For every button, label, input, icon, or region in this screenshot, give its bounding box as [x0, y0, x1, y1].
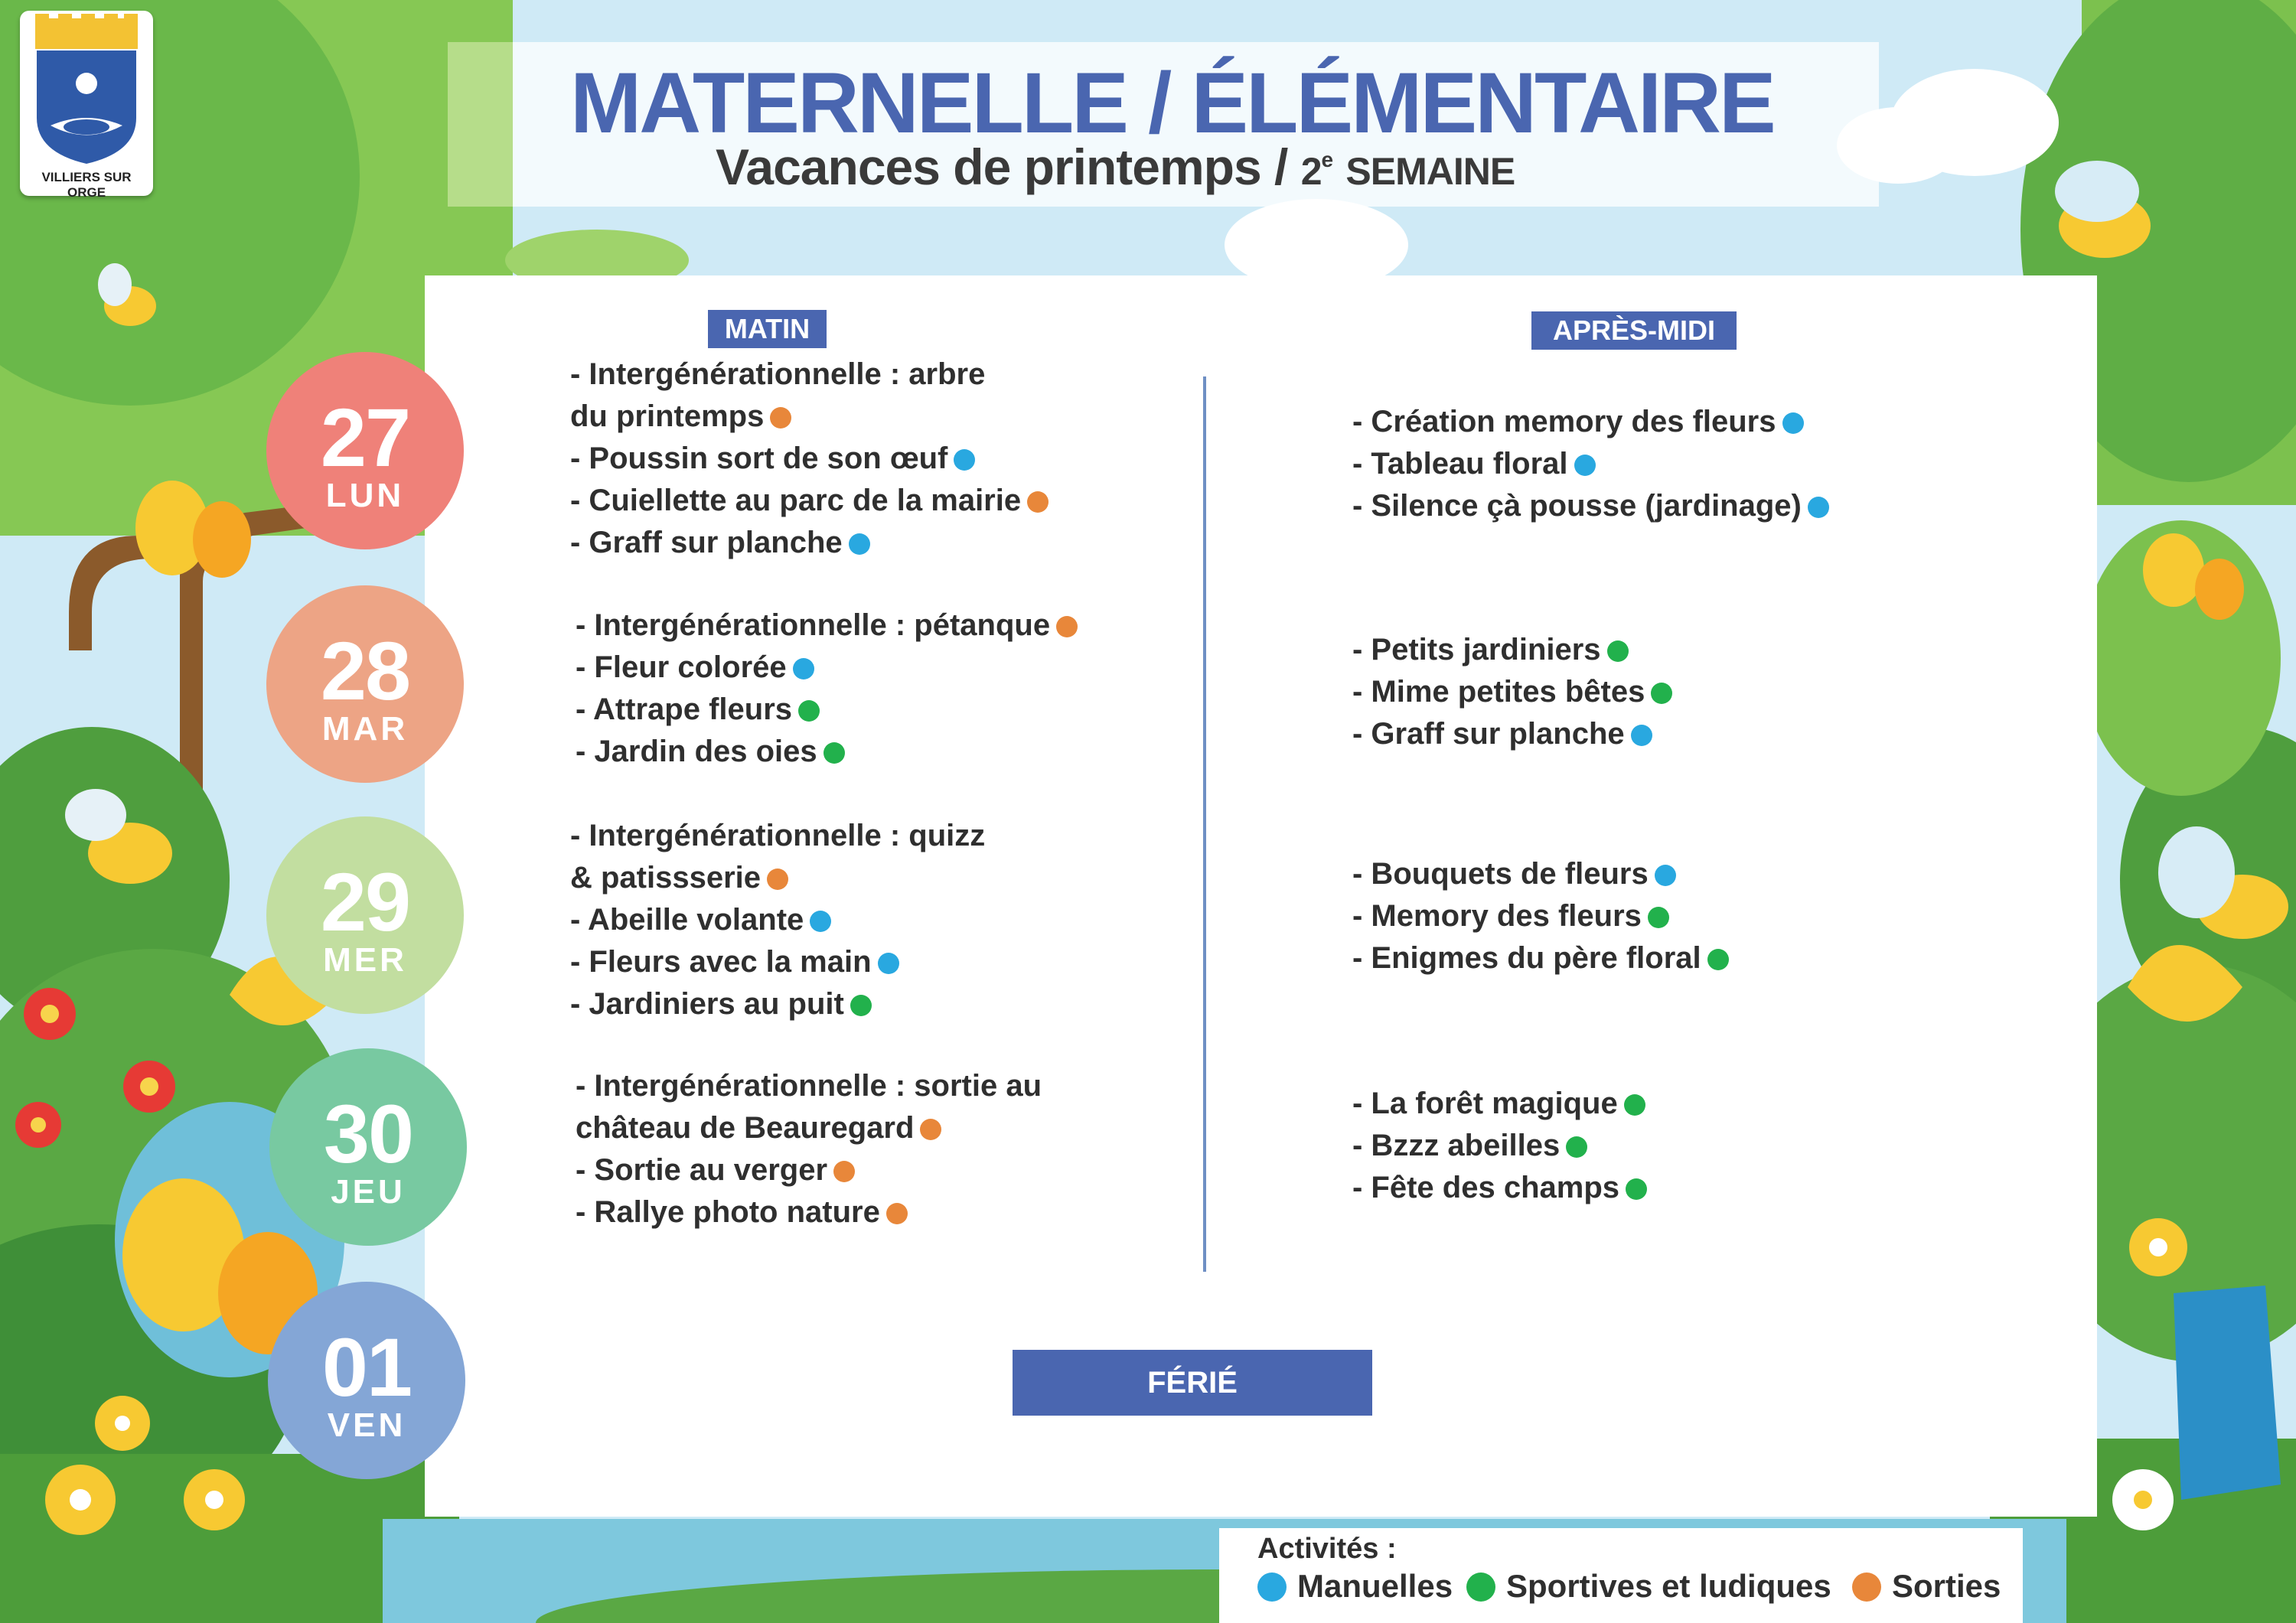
activity-item: - Memory des fleurs: [1352, 898, 1669, 934]
outing-dot-icon: [1852, 1572, 1881, 1602]
outing-dot-icon: [833, 1161, 855, 1182]
day-circle-01: [268, 1282, 465, 1479]
manual-dot-icon: [954, 449, 975, 471]
outing-dot-icon: [886, 1203, 908, 1224]
subtitle-week-num: 2: [1300, 150, 1322, 193]
manual-dot-icon: [793, 658, 814, 680]
activity-item: - Création memory des fleurs: [1352, 403, 1804, 440]
legend-title: Activités :: [1257, 1533, 1397, 1565]
activity-item: - Jardin des oies: [576, 733, 845, 770]
sport-dot-icon: [1648, 907, 1669, 928]
column-divider: [1203, 376, 1206, 1272]
activity-item: - Poussin sort de son œuf: [570, 440, 975, 477]
day-number: 30: [323, 1087, 413, 1180]
sport-dot-icon: [823, 742, 845, 764]
activity-item: & patissserie: [570, 859, 788, 896]
day-circle-28: [266, 585, 464, 783]
subtitle-week-sup: e: [1321, 148, 1333, 171]
outing-dot-icon: [767, 869, 788, 890]
morning-header: MATIN: [708, 310, 827, 348]
activity-item: - Fête des champs: [1352, 1169, 1647, 1206]
sport-dot-icon: [1566, 1136, 1587, 1158]
activity-item: - Enigmes du père floral: [1352, 940, 1729, 976]
manual-dot-icon: [810, 911, 831, 932]
legend-manual: Manuelles: [1257, 1568, 1453, 1605]
activity-item: - Jardiniers au puit: [570, 986, 872, 1022]
activity-item: - Mime petites bêtes: [1352, 673, 1672, 710]
day-name: LUN: [325, 477, 405, 514]
activity-item: - Intergénérationnelle : quizz: [570, 819, 986, 852]
activity-item: - Graff sur planche: [570, 524, 870, 561]
day-circle-27: [266, 352, 464, 549]
subtitle-week: SEMAINE: [1345, 150, 1515, 193]
sport-dot-icon: [1466, 1572, 1495, 1602]
activity-item: - Attrape fleurs: [576, 691, 820, 728]
day-number: 29: [320, 855, 410, 948]
sport-dot-icon: [1626, 1178, 1647, 1200]
manual-dot-icon: [1655, 865, 1676, 886]
sport-dot-icon: [850, 995, 872, 1016]
legend-sport: Sportives et ludiques: [1466, 1568, 1831, 1605]
manual-dot-icon: [1808, 497, 1829, 518]
day-circle-29: [266, 816, 464, 1014]
day-name: JEU: [331, 1173, 406, 1211]
activity-item: - Fleur colorée: [576, 649, 814, 686]
activity-item: - Graff sur planche: [1352, 715, 1652, 752]
manual-dot-icon: [1574, 455, 1596, 476]
ferie-badge: FÉRIÉ: [1013, 1350, 1372, 1416]
town-name: VILLIERS SUR ORGE: [41, 170, 132, 200]
manual-dot-icon: [849, 533, 870, 555]
activity-item: - Silence çà pousse (jardinage): [1352, 487, 1829, 524]
sport-dot-icon: [1651, 683, 1672, 704]
activity-item: du printemps: [570, 398, 791, 435]
sport-dot-icon: [1624, 1094, 1645, 1116]
day-circle-30: [269, 1048, 467, 1246]
sport-dot-icon: [798, 700, 820, 722]
legend-outing: Sorties: [1852, 1568, 2001, 1605]
sport-dot-icon: [1607, 640, 1629, 662]
activity-item: - Cuiellette au parc de la mairie: [570, 482, 1049, 519]
activity-item: - Bzzz abeilles: [1352, 1127, 1587, 1164]
activity-item: - Petits jardiniers: [1352, 631, 1629, 668]
activity-item: - Rallye photo nature: [576, 1194, 908, 1230]
manual-dot-icon: [1631, 725, 1652, 746]
activity-item: - Bouquets de fleurs: [1352, 855, 1676, 892]
subtitle-main: Vacances de printemps /: [716, 139, 1288, 195]
day-name: MAR: [321, 710, 409, 748]
activity-item: - Fleurs avec la main: [570, 943, 899, 980]
day-name: MER: [323, 941, 407, 979]
day-number: 28: [320, 624, 410, 717]
day-number: 27: [320, 391, 410, 484]
afternoon-header: APRÈS-MIDI: [1531, 311, 1737, 350]
outing-dot-icon: [770, 407, 791, 429]
activity-item: - Sortie au verger: [576, 1152, 855, 1188]
activity-item: - Intergénérationnelle : sortie au: [576, 1069, 1042, 1103]
page-title: MATERNELLE / ÉLÉMENTAIRE: [570, 55, 1774, 151]
day-number: 01: [321, 1321, 412, 1413]
outing-dot-icon: [1056, 616, 1078, 637]
activity-item: - Tableau floral: [1352, 445, 1596, 482]
sport-dot-icon: [1707, 949, 1729, 970]
activity-item: - Intergénérationnelle : pétanque: [576, 607, 1078, 644]
page-subtitle: [716, 138, 1515, 196]
activity-item: château de Beauregard: [576, 1110, 941, 1146]
town-logo: [20, 11, 153, 200]
activity-item: - Abeille volante: [570, 901, 831, 938]
manual-dot-icon: [1257, 1572, 1287, 1602]
town-crest-icon: [20, 11, 153, 196]
activity-item: - Intergénérationnelle : arbre: [570, 357, 986, 391]
outing-dot-icon: [920, 1119, 941, 1140]
watering-can: [2174, 1286, 2281, 1500]
activity-item: - La forêt magique: [1352, 1085, 1645, 1122]
day-name: VEN: [327, 1406, 406, 1444]
manual-dot-icon: [878, 953, 899, 974]
manual-dot-icon: [1782, 412, 1804, 434]
outing-dot-icon: [1027, 491, 1049, 513]
